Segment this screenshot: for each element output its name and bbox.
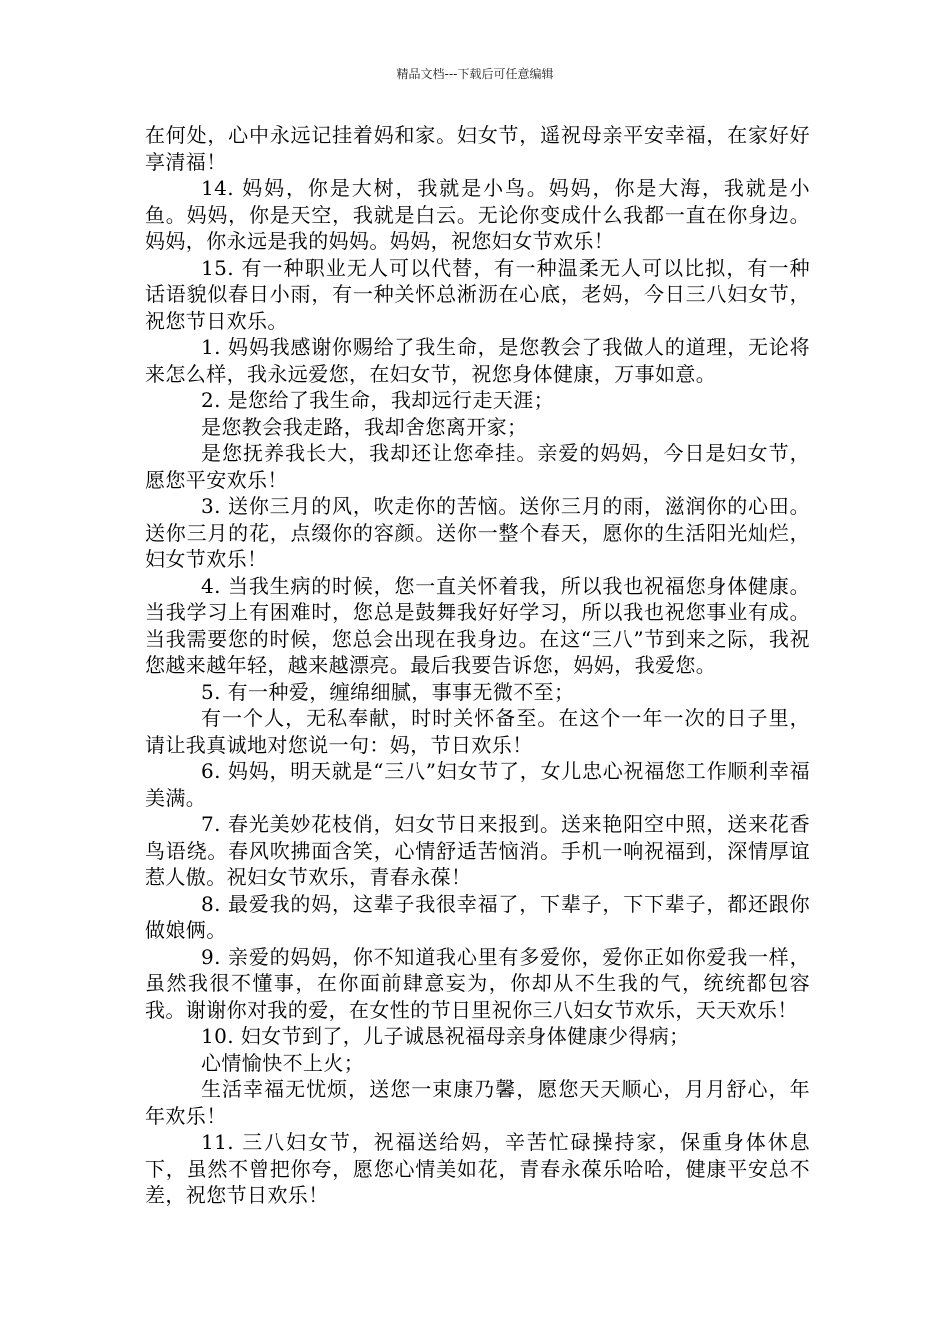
paragraph: 9. 亲爱的妈妈，你不知道我心里有多爱你，爱你正如你爱我一样，虽然我很不懂事，在你面前肆意妄为，你却从不生我的气，统统都包容我。谢谢你对我的爱，在女性的节日里祝你三八妇女节欢乐，天天欢乐！ [145, 944, 810, 1022]
paragraph: 1. 妈妈我感谢你赐给了我生命，是您教会了我做人的道理，无论将来怎么样，我永远爱您，在妇女节，祝您身体健康，万事如意。 [145, 335, 810, 386]
paragraph: 3. 送你三月的风，吹走你的苦恼。送你三月的雨，滋润你的心田。送你三月的花，点缀你的容颜。送你一整个春天，愿你的生活阳光灿烂，妇女节欢乐！ [145, 494, 810, 571]
paragraph: 是您教会我走路，我却舍您离开家； [201, 414, 528, 439]
page-header: 精品文档---下载后可任意编辑 [396, 67, 554, 81]
paragraph: 在何处，心中永远记挂着妈和家。妇女节，遥祝母亲平安幸福，在家好好享清福！ [145, 123, 810, 174]
paragraph: 心情愉快不上火； [201, 1050, 365, 1075]
paragraph: 2. 是您给了我生命，我却远行走天涯； [201, 388, 555, 412]
paragraph: 11. 三八妇女节，祝福送给妈，辛苦忙碌操持家，保重身体休息下，虽然不曾把你夸，愿您心情美如花，青春永葆乐哈哈，健康平安总不差，祝您节日欢乐！ [145, 1130, 810, 1207]
paragraph: 4. 当我生病的时候，您一直关怀着我，所以我也祝福您身体健康。当我学习上有困难时，您总是鼓舞我好好学习，所以我也祝您事业有成。当我需要您的时候，您总会出现在我身边。在这“三八”节到来之际，我祝您越来越年轻，越来越漂亮。最后我要告诉您，妈妈，我爱您。 [145, 573, 810, 677]
paragraph: 是您抚养我长大，我却还让您牵挂。亲爱的妈妈，今日是妇女节，愿您平安欢乐！ [145, 441, 810, 492]
paragraph: 15. 有一种职业无人可以代替，有一种温柔无人可以比拟，有一种话语貌似春日小雨，有一种关怀总淅沥在心底，老妈，今日三八妇女节，祝您节日欢乐。 [145, 255, 810, 333]
paragraph: 8. 最爱我的妈，这辈子我很幸福了，下辈子，下下辈子，都还跟你做娘俩。 [145, 891, 810, 942]
paragraph: 14. 妈妈，你是大树，我就是小鸟。妈妈，你是大海，我就是小鱼。妈妈，你是天空，我就是白云。无论你变成什么我都一直在你身边。妈妈，你永远是我的妈妈。妈妈，祝您妇女节欢乐！ [145, 176, 810, 253]
paragraph: 有一个人，无私奉献，时时关怀备至。在这个一年一次的日子里，请让我真诚地对您说一句：妈，节日欢乐！ [145, 706, 810, 757]
paragraph: 6. 妈妈，明天就是“三八”妇女节了，女儿忠心祝福您工作顺利幸福美满。 [145, 759, 810, 810]
paragraph: 10. 妇女节到了，儿子诚恳祝福母亲身体健康少得病； [201, 1024, 690, 1048]
paragraph: 7. 春光美妙花枝俏，妇女节日来报到。送来艳阳空中照，送来花香鸟语绕。春风吹拂面含笑，心情舒适苦恼消。手机一响祝福到，深情厚谊惹人傲。祝妇女节欢乐，青春永葆！ [145, 812, 810, 889]
paragraph: 生活幸福无忧烦，送您一束康乃馨，愿您天天顺心，月月舒心，年年欢乐！ [145, 1077, 810, 1128]
paragraph: 5. 有一种爱，缠绵细腻，事事无微不至； [201, 679, 575, 704]
document-body [145, 122, 810, 1209]
